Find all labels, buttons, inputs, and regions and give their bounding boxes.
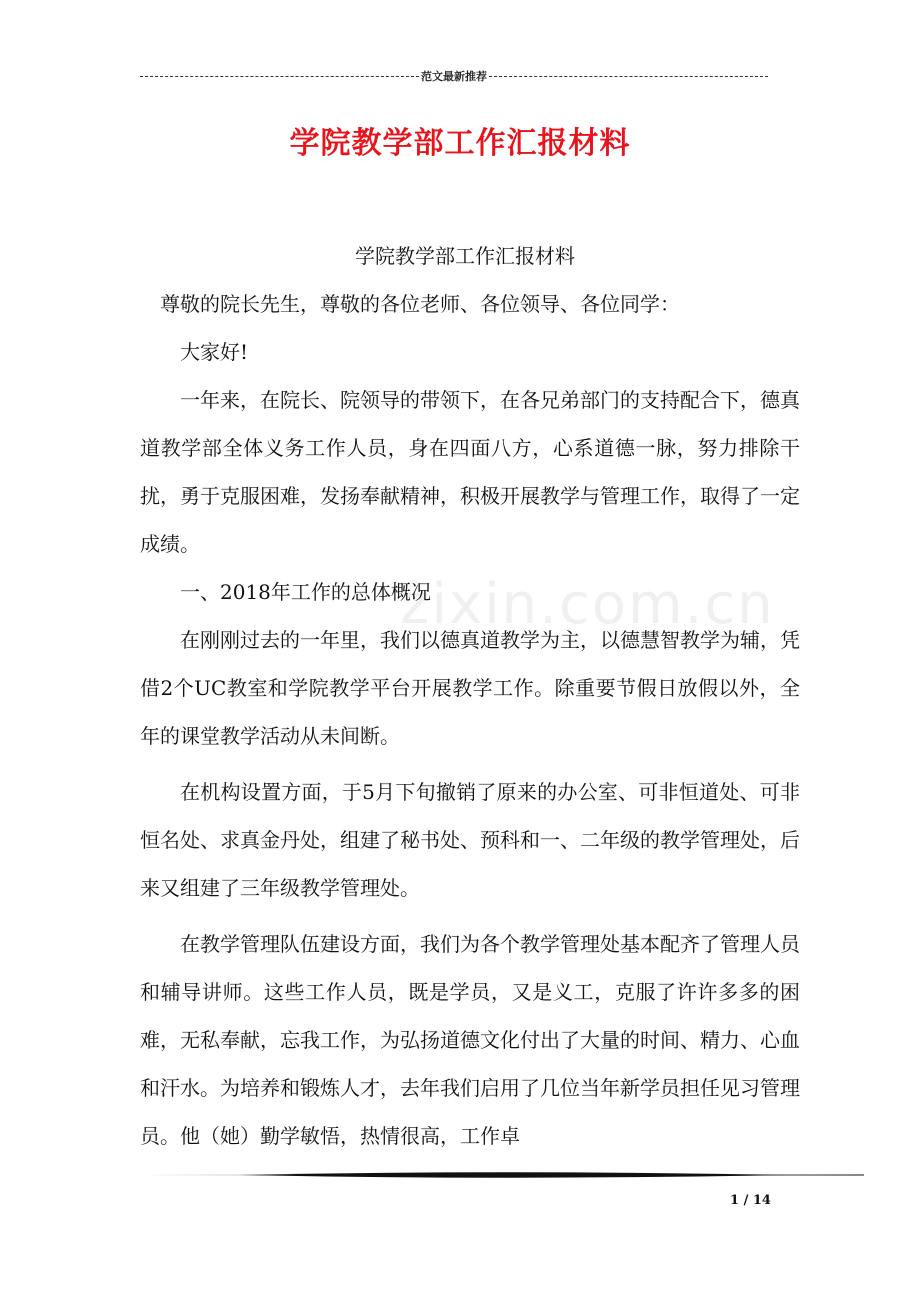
document-title: 学院教学部工作汇报材料 [289,126,631,161]
header-label: 范文最新推荐 [421,70,487,83]
section-heading: 一、2018年工作的总体概况 [180,580,431,604]
paragraph-intro: 一年来，在院长、院领导的带领下，在各兄弟部门的支持配合下，德真道教学部全体义务工作人员，身在四面八方，心系道德一脉，努力排除干扰，勇于克服困难，发扬奉献精神，积极开展教学与管理工作，取得了一定成绩。 [140,388,800,556]
salutation: 尊敬的院长先生，尊敬的各位老师、各位领导、各位同学： [160,292,680,316]
paragraph-overview: 在刚刚过去的一年里，我们以德真道教学为主，以德慧智教学为辅，凭借2个UC教室和学院教学平台开展教学工作。除重要节假日放假以外，全年的课堂教学活动从未间断。 [140,628,800,748]
header-rule-left [140,76,419,77]
paragraph-staffing: 在教学管理队伍建设方面，我们为各个教学管理处基本配齐了管理人员和辅导讲师。这些工作人员，既是学员，又是义工，克服了许许多多的困难，无私奉献，忘我工作，为弘扬道德文化付出了大量的时间、精力、心血和汗水。为培养和锻炼人才，去年我们启用了几位当年新学员担任见习管理员。他（她）勤学敏悟，热情很高，工作卓 [140,932,800,1148]
footer-rule [140,1170,864,1180]
document-body [140,232,800,1160]
page-number: 1 / 14 [730,1193,771,1208]
paragraph-organization: 在机构设置方面，于5月下旬撤销了原来的办公室、可非恒道处、可非恒名处、求真金丹处，组建了秘书处、预科和一、二年级的教学管理处，后来又组建了三年级教学管理处。 [140,780,800,900]
page-header [140,68,768,84]
body-subtitle: 学院教学部工作汇报材料 [355,244,575,268]
greeting: 大家好! [180,340,249,364]
watermark: zixin.com.cn [400,572,775,637]
header-rule-right [489,76,768,77]
